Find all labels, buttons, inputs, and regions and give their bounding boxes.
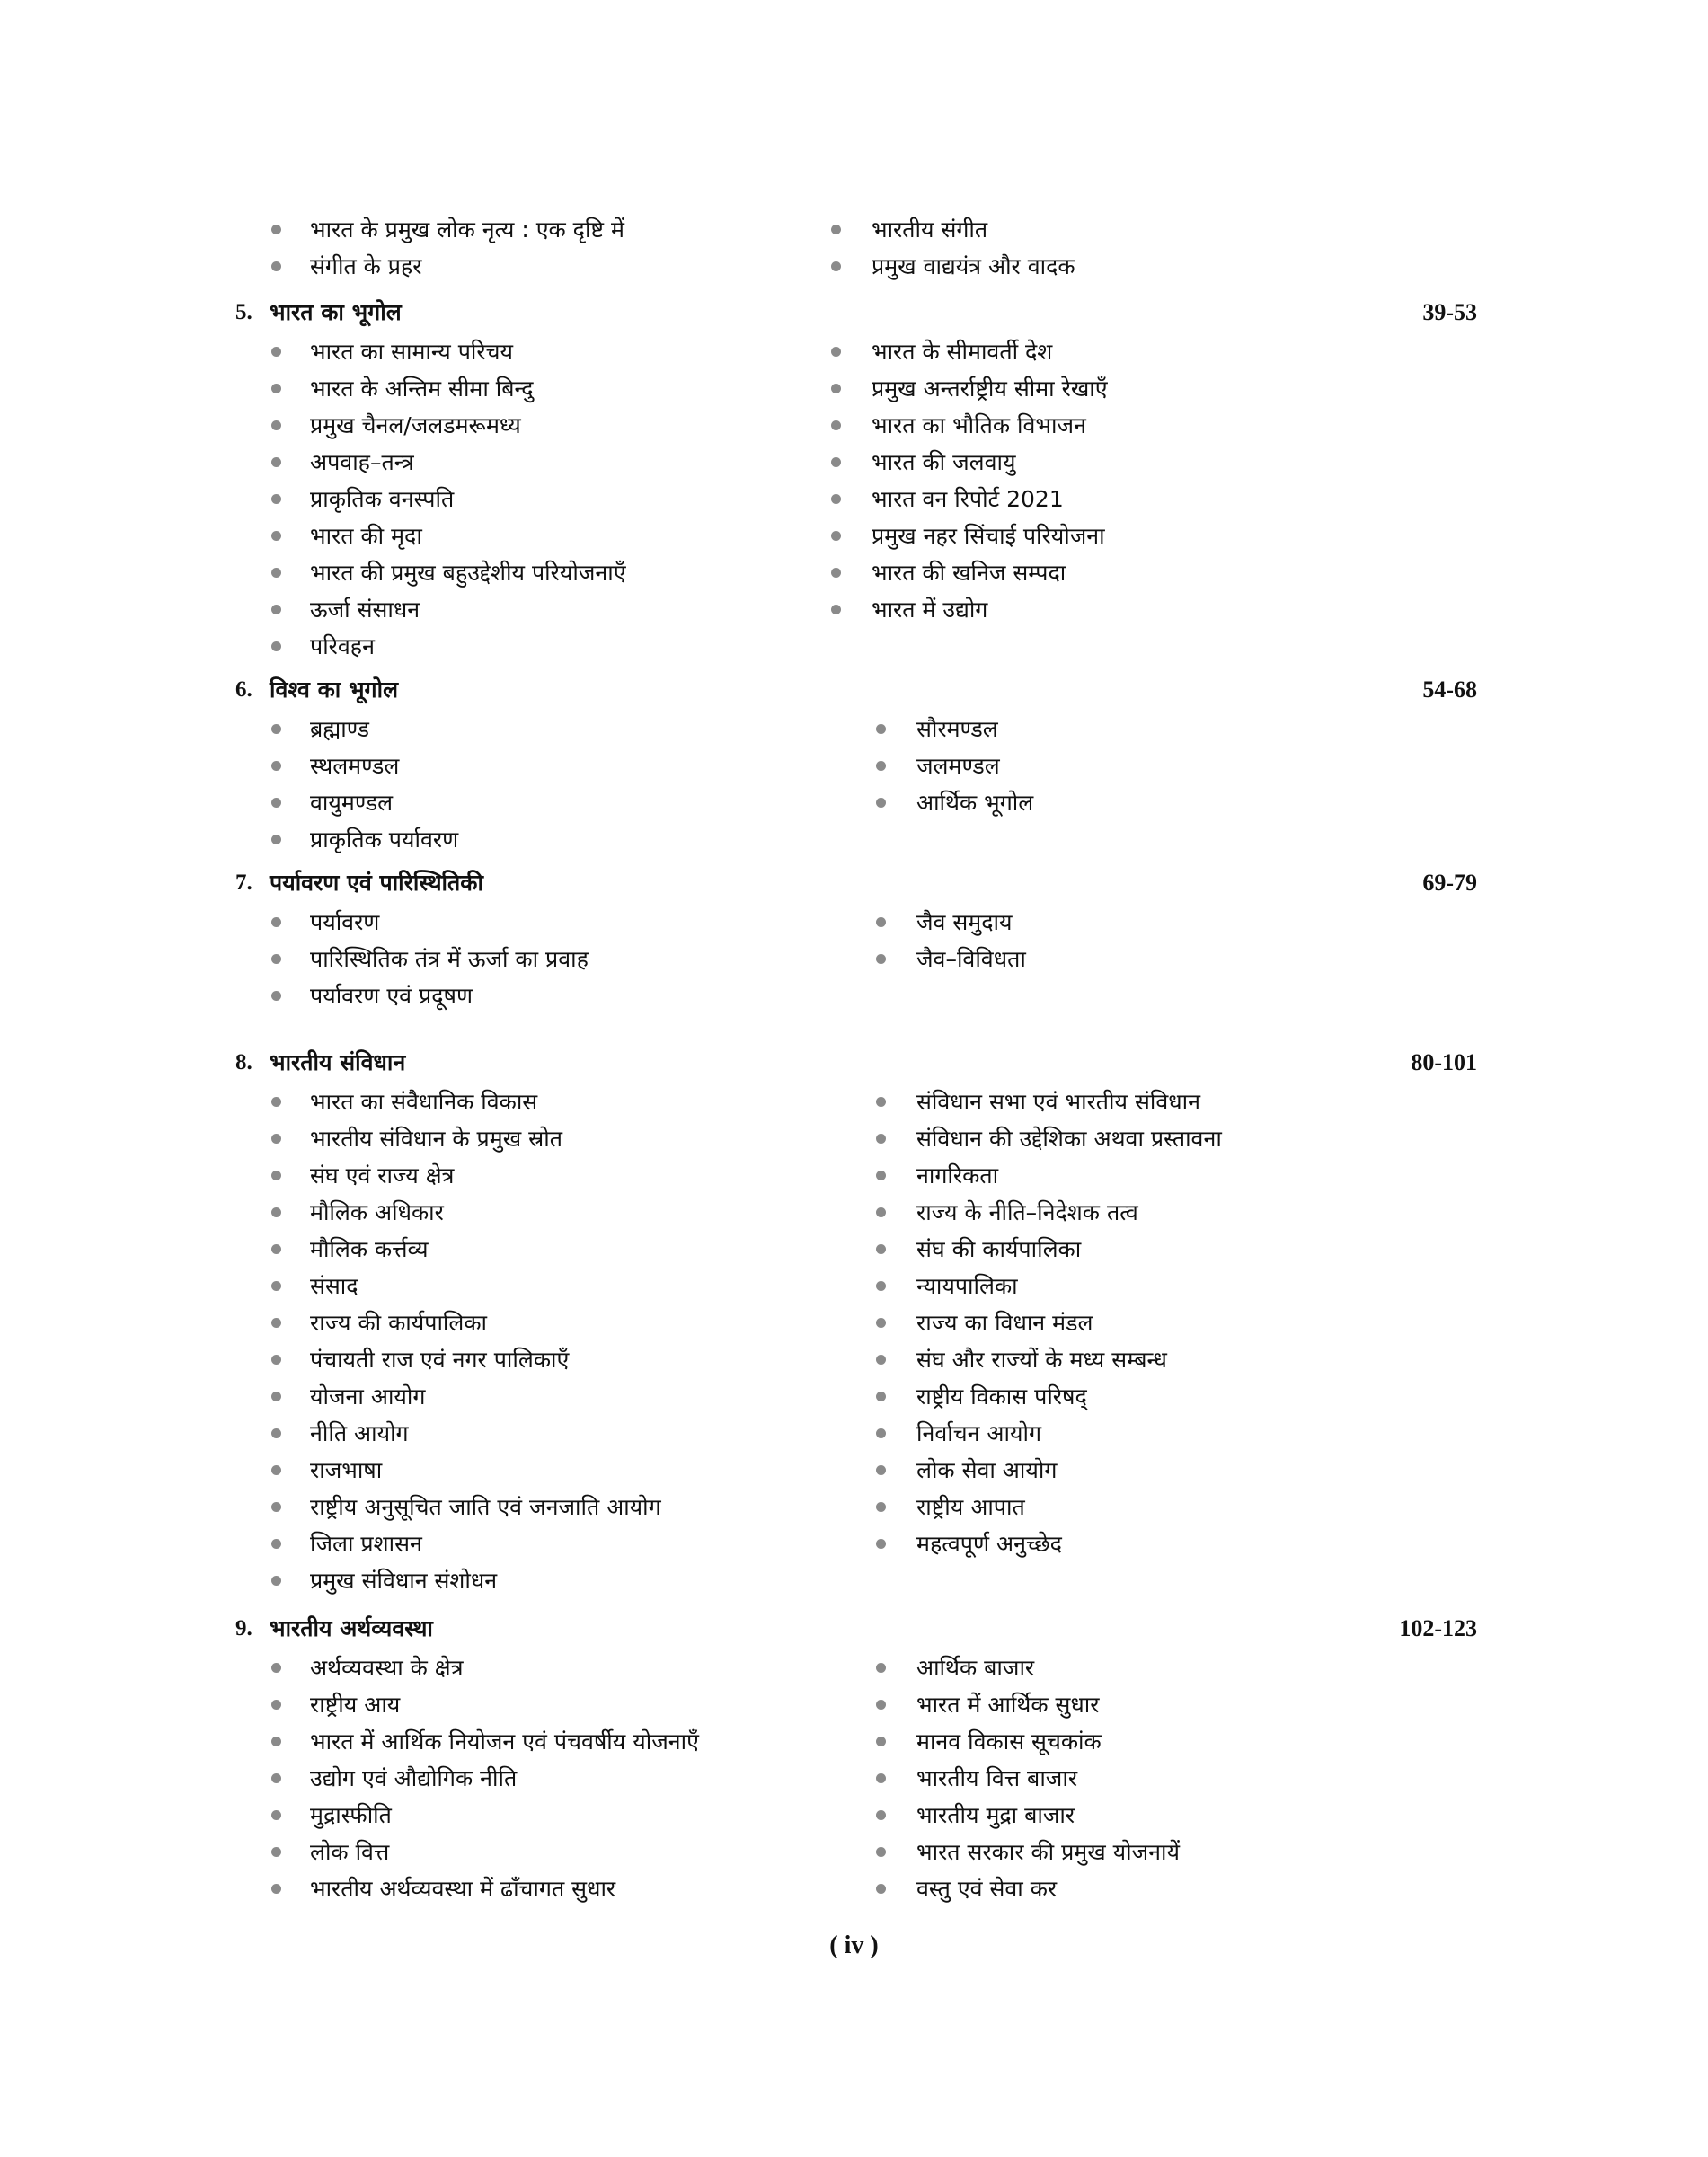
toc-row: [0, 1304, 1708, 1341]
toc-item-label: न्यायपालिका: [916, 1273, 1018, 1299]
section-page-range: 39-53: [1422, 299, 1477, 325]
toc-item-label: प्रमुख वाद्ययंत्र और वादक: [872, 253, 1075, 279]
bullet-icon: [831, 568, 841, 578]
toc-item-label: प्रमुख चैनल/जलडमरूमध्य: [310, 412, 521, 438]
bullet-icon: [876, 1171, 886, 1180]
bullet-icon: [831, 531, 841, 541]
bullet-icon: [876, 1281, 886, 1291]
bullet-icon: [271, 1097, 281, 1107]
toc-section: [0, 669, 1708, 858]
toc-row: [0, 628, 1708, 665]
section-number: 9.: [235, 1616, 252, 1640]
toc-item-label: ब्रह्माण्ड: [310, 716, 370, 742]
toc-item-label: भारत का भौतिक विभाजन: [872, 412, 1086, 438]
bullet-icon: [876, 1207, 886, 1217]
toc-item-label: अर्थव्यवस्था के क्षेत्र: [310, 1655, 464, 1681]
bullet-icon: [271, 261, 281, 271]
toc-row: [0, 821, 1708, 858]
toc-row: [0, 370, 1708, 407]
toc-row: [0, 1686, 1708, 1723]
toc-row: [0, 211, 1708, 248]
bullet-icon: [271, 384, 281, 393]
bullet-icon: [271, 1134, 281, 1144]
toc-item-label: पर्यावरण: [310, 909, 380, 935]
bullet-icon: [876, 1392, 886, 1401]
toc-item-label: संगीत के प्रहर: [310, 253, 422, 279]
toc-item-label: राष्ट्रीय विकास परिषद्: [916, 1383, 1087, 1410]
bullet-icon: [876, 1318, 886, 1328]
bullet-icon: [831, 347, 841, 357]
toc-section: [0, 1608, 1708, 1907]
toc-row: [0, 1834, 1708, 1870]
toc-item-label: स्थलमण्डल: [310, 753, 400, 779]
toc-section: [0, 1042, 1708, 1599]
toc-item-label: आर्थिक भूगोल: [916, 790, 1034, 816]
section-page-range: 102-123: [1399, 1615, 1477, 1641]
toc-item-label: राष्ट्रीय अनुसूचित जाति एवं जनजाति आयोग: [310, 1494, 661, 1520]
toc-item-label: भारत की मृदा: [310, 523, 422, 549]
toc-item-label: राष्ट्रीय आय: [310, 1692, 401, 1718]
bullet-icon: [271, 1392, 281, 1401]
toc-row: [0, 591, 1708, 628]
bullet-icon: [271, 641, 281, 651]
toc-item-label: जैव–विविधता: [916, 946, 1026, 972]
toc-item-label: संसाद: [310, 1273, 358, 1299]
page-number: ( iv ): [829, 1932, 879, 1959]
bullet-icon: [271, 1355, 281, 1365]
toc-item-label: लोक वित्त: [310, 1839, 390, 1865]
bullet-icon: [876, 917, 886, 927]
toc-item-label: भारत का संवैधानिक विकास: [310, 1089, 538, 1115]
bullet-icon: [271, 1847, 281, 1857]
bullet-icon: [876, 1700, 886, 1710]
toc-item-label: मौलिक कर्त्तव्य: [310, 1236, 429, 1262]
bullet-icon: [271, 954, 281, 964]
toc-item-label: संघ की कार्यपालिका: [916, 1236, 1082, 1262]
toc-item-label: महत्वपूर्ण अनुच्छेद: [916, 1531, 1062, 1557]
toc-item-label: भारतीय मुद्रा बाजार: [916, 1802, 1075, 1828]
bullet-icon: [271, 457, 281, 467]
toc-item-label: मानव विकास सूचकांक: [916, 1728, 1102, 1755]
bullet-icon: [271, 1576, 281, 1586]
bullet-icon: [831, 384, 841, 393]
bullet-icon: [271, 724, 281, 734]
section-number: 5.: [235, 300, 252, 324]
bullet-icon: [271, 835, 281, 844]
toc-row: [0, 1723, 1708, 1760]
bullet-icon: [876, 1428, 886, 1438]
toc-item-label: प्रमुख संविधान संशोधन: [310, 1568, 498, 1594]
toc-section: [0, 292, 1708, 665]
toc-item-label: सौरमण्डल: [916, 716, 998, 742]
toc-row: [0, 481, 1708, 517]
toc-item-label: राष्ट्रीय आपात: [916, 1494, 1025, 1520]
bullet-icon: [876, 1539, 886, 1549]
toc-item-label: वायुमण्डल: [310, 790, 394, 816]
bullet-icon: [876, 1847, 886, 1857]
toc-row: [0, 711, 1708, 747]
toc-row: [0, 1760, 1708, 1797]
section-title: भारतीय अर्थव्यवस्था: [270, 1615, 433, 1641]
toc-item-label: पंचायती राज एवं नगर पालिकाएँ: [310, 1347, 570, 1373]
toc-item-label: प्राकृतिक पर्यावरण: [310, 827, 459, 853]
toc-item-label: भारत सरकार की प्रमुख योजनायें: [916, 1839, 1181, 1865]
toc-item-label: भारत की जलवायु: [872, 449, 1016, 475]
toc-row: [0, 444, 1708, 481]
toc-item-label: भारत में उद्योग: [872, 597, 988, 623]
bullet-icon: [831, 261, 841, 271]
bullet-icon: [876, 1737, 886, 1746]
bullet-icon: [271, 1884, 281, 1894]
bullet-icon: [876, 1773, 886, 1783]
toc-item-label: नीति आयोग: [310, 1420, 409, 1446]
section-page-range: 54-68: [1422, 676, 1477, 703]
section-number: 7.: [235, 871, 252, 895]
bullet-icon: [271, 531, 281, 541]
toc-item-label: संविधान सभा एवं भारतीय संविधान: [916, 1089, 1200, 1115]
toc-item-label: लोक सेवा आयोग: [916, 1457, 1058, 1483]
toc-item-label: जलमण्डल: [916, 753, 1000, 779]
toc-item-label: भारत की खनिज सम्पदा: [872, 560, 1066, 586]
toc-item-label: ऊर्जा संसाधन: [310, 597, 420, 623]
toc-item-label: भारतीय वित्त बाजार: [916, 1765, 1078, 1791]
toc-row: [0, 1378, 1708, 1415]
bullet-icon: [271, 568, 281, 578]
toc-item-label: पारिस्थितिक तंत्र में ऊर्जा का प्रवाह: [310, 946, 589, 972]
bullet-icon: [271, 1318, 281, 1328]
toc-row: [0, 1083, 1708, 1120]
toc-row: [0, 1489, 1708, 1525]
bullet-icon: [876, 1884, 886, 1894]
toc-row: [0, 1120, 1708, 1157]
bullet-icon: [271, 1700, 281, 1710]
bullet-icon: [271, 1539, 281, 1549]
toc-item-label: अपवाह–तन्त्र: [310, 449, 414, 475]
toc-row: [0, 1870, 1708, 1907]
bullet-icon: [271, 1737, 281, 1746]
toc-item-label: मौलिक अधिकार: [310, 1199, 444, 1225]
toc-row: [0, 1649, 1708, 1686]
bullet-icon: [271, 347, 281, 357]
toc-item-label: भारत का सामान्य परिचय: [310, 339, 513, 365]
toc-item-label: राज्य की कार्यपालिका: [310, 1310, 488, 1336]
toc-row: [0, 407, 1708, 444]
toc-item-label: वस्तु एवं सेवा कर: [916, 1876, 1058, 1902]
bullet-icon: [271, 494, 281, 504]
bullet-icon: [876, 1810, 886, 1820]
toc-item-label: प्रमुख अन्तर्राष्ट्रीय सीमा रेखाएँ: [872, 376, 1108, 402]
toc-item-label: जैव समुदाय: [916, 909, 1013, 935]
bullet-icon: [876, 954, 886, 964]
toc-row: [0, 1452, 1708, 1489]
toc-item-label: परिवहन: [310, 633, 375, 659]
section-page-range: 69-79: [1422, 870, 1477, 896]
toc-item-label: भारत वन रिपोर्ट 2021: [872, 486, 1064, 512]
toc-item-label: भारत में आर्थिक नियोजन एवं पंचवर्षीय योजनाएँ: [310, 1728, 699, 1755]
toc-item-label: भारतीय संविधान के प्रमुख स्रोत: [310, 1126, 562, 1152]
section-title: भारत का भूगोल: [270, 299, 402, 325]
toc-row: [0, 517, 1708, 554]
toc-row: [0, 977, 1708, 1014]
toc-item-label: उद्योग एवं औद्योगिक नीति: [310, 1765, 518, 1791]
bullet-icon: [271, 420, 281, 430]
bullet-icon: [876, 761, 886, 771]
section-number: 8.: [235, 1050, 252, 1074]
toc-item-label: राज्य का विधान मंडल: [916, 1310, 1093, 1336]
toc-item-label: भारतीय अर्थव्यवस्था में ढाँचागत सुधार: [310, 1876, 616, 1902]
bullet-icon: [271, 1281, 281, 1291]
toc-item-label: प्राकृतिक वनस्पति: [310, 486, 455, 512]
bullet-icon: [271, 798, 281, 808]
section-heading: [0, 1042, 1708, 1083]
section-title: पर्यावरण एवं पारिस्थितिकी: [270, 870, 483, 896]
bullet-icon: [271, 1773, 281, 1783]
bullet-icon: [271, 1663, 281, 1673]
toc-item-label: संघ और राज्यों के मध्य सम्बन्ध: [916, 1347, 1167, 1373]
toc-row: [0, 1157, 1708, 1194]
section-heading: [0, 669, 1708, 711]
intro-items: [0, 211, 1708, 285]
section-heading: [0, 862, 1708, 904]
section-title: भारतीय संविधान: [270, 1049, 406, 1075]
toc-item-label: संघ एवं राज्य क्षेत्र: [310, 1162, 455, 1189]
bullet-icon: [271, 225, 281, 234]
bullet-icon: [876, 1355, 886, 1365]
toc-item-label: प्रमुख नहर सिंचाई परियोजना: [872, 523, 1105, 549]
toc-row: [0, 784, 1708, 821]
toc-row: [0, 1194, 1708, 1231]
bullet-icon: [876, 1097, 886, 1107]
bullet-icon: [831, 494, 841, 504]
toc-row: [0, 333, 1708, 370]
toc-item-label: भारत की प्रमुख बहुउद्देशीय परियोजनाएँ: [310, 560, 626, 586]
toc-section: [0, 862, 1708, 1014]
bullet-icon: [876, 1502, 886, 1512]
toc-row: [0, 1268, 1708, 1304]
bullet-icon: [876, 1134, 886, 1144]
toc-item-label: भारत के सीमावर्ती देश: [872, 339, 1053, 365]
toc-row: [0, 248, 1708, 285]
toc-item-label: राजभाषा: [310, 1457, 383, 1483]
toc-item-label: नागरिकता: [916, 1162, 999, 1189]
bullet-icon: [876, 724, 886, 734]
section-title: विश्व का भूगोल: [270, 676, 399, 703]
toc-row: [0, 554, 1708, 591]
toc-row: [0, 1341, 1708, 1378]
section-number: 6.: [235, 677, 252, 702]
toc-item-label: भारत में आर्थिक सुधार: [916, 1692, 1100, 1718]
section-heading: [0, 292, 1708, 333]
bullet-icon: [876, 1465, 886, 1475]
toc-item-label: पर्यावरण एवं प्रदूषण: [310, 983, 473, 1009]
toc-item-label: भारत के अन्तिम सीमा बिन्दु: [310, 376, 534, 402]
bullet-icon: [271, 761, 281, 771]
section-page-range: 80-101: [1411, 1049, 1477, 1075]
bullet-icon: [271, 1244, 281, 1254]
toc-item-label: आर्थिक बाजार: [916, 1655, 1035, 1681]
toc-row: [0, 904, 1708, 941]
toc-item-label: जिला प्रशासन: [310, 1531, 422, 1557]
bullet-icon: [831, 225, 841, 234]
bullet-icon: [271, 991, 281, 1001]
toc-item-label: मुद्रास्फीति: [310, 1802, 392, 1828]
toc-row: [0, 941, 1708, 977]
bullet-icon: [876, 1244, 886, 1254]
bullet-icon: [271, 605, 281, 614]
toc-item-label: भारत के प्रमुख लोक नृत्य : एक दृष्टि में: [310, 217, 624, 243]
toc-row: [0, 1562, 1708, 1599]
bullet-icon: [876, 798, 886, 808]
toc-row: [0, 1415, 1708, 1452]
bullet-icon: [271, 1171, 281, 1180]
toc-row: [0, 747, 1708, 784]
toc-item-label: संविधान की उद्देशिका अथवा प्रस्तावना: [916, 1126, 1222, 1152]
bullet-icon: [831, 420, 841, 430]
toc-item-label: निर्वाचन आयोग: [916, 1420, 1042, 1446]
toc-item-label: राज्य के नीति–निदेशक तत्व: [916, 1199, 1138, 1225]
bullet-icon: [271, 1207, 281, 1217]
bullet-icon: [831, 457, 841, 467]
bullet-icon: [831, 605, 841, 614]
section-heading: [0, 1608, 1708, 1649]
toc-row: [0, 1231, 1708, 1268]
bullet-icon: [271, 917, 281, 927]
bullet-icon: [876, 1663, 886, 1673]
toc-row: [0, 1797, 1708, 1834]
toc-item-label: भारतीय संगीत: [872, 217, 988, 243]
bullet-icon: [271, 1428, 281, 1438]
toc-row: [0, 1525, 1708, 1562]
bullet-icon: [271, 1465, 281, 1475]
bullet-icon: [271, 1502, 281, 1512]
bullet-icon: [271, 1810, 281, 1820]
toc-item-label: योजना आयोग: [310, 1383, 426, 1410]
